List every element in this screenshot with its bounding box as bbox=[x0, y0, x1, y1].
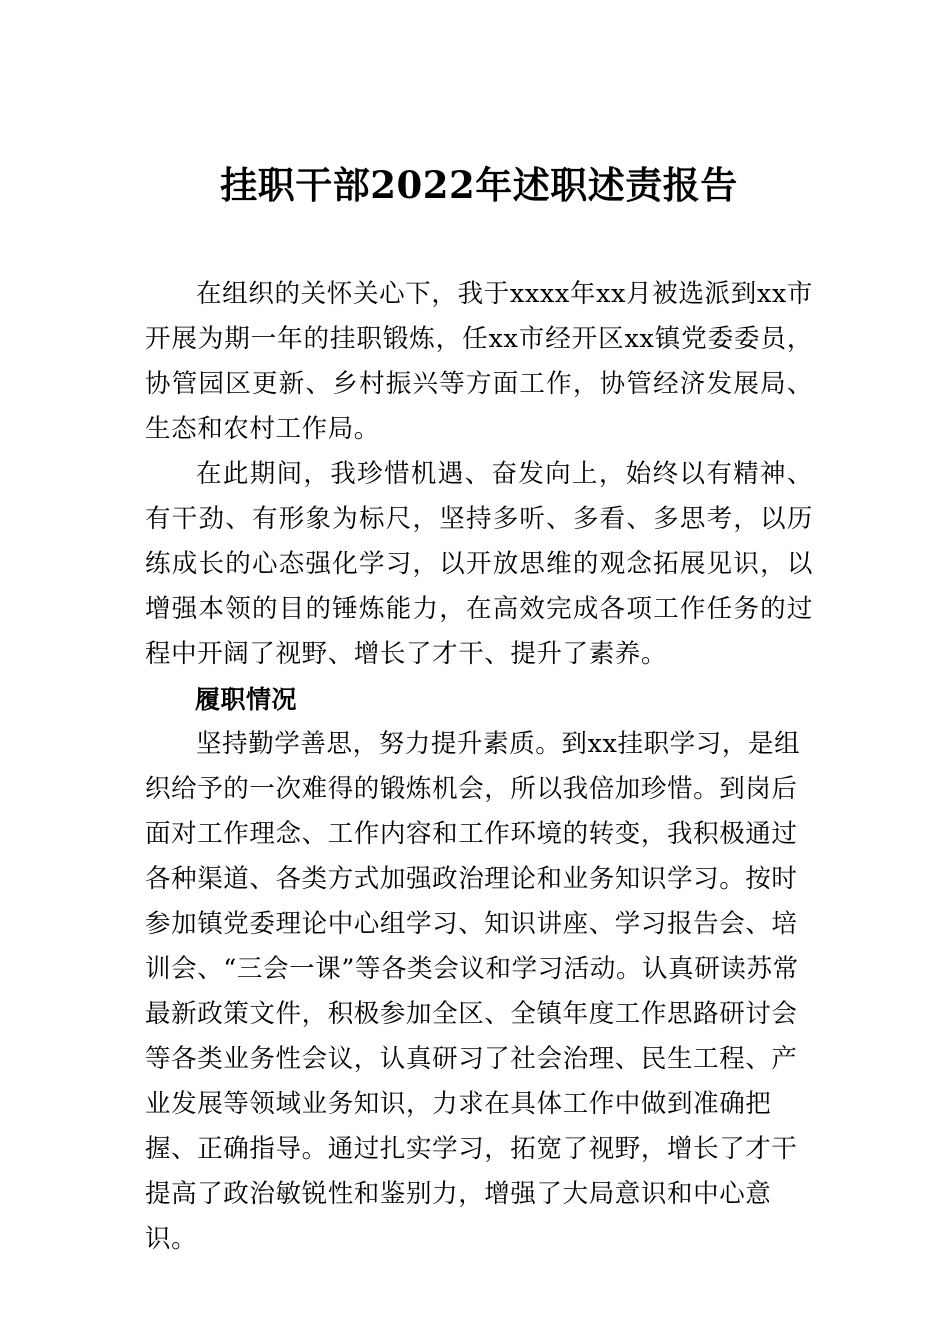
study-paragraph: 坚持勤学善思，努力提升素质。到xx挂职学习，是组织给予的一次难得的锻炼机会，所以我倍加珍惜。到岗后面对工作理念、工作内容和工作环境的转变，我积极通过各种渠道、各类方式加强政治理论和业务知识学习。按时参加镇党委理论中心组学习、知识讲座、学习报告会、培训会、“三会一课”等各类会议和学习活动。认真研读苏常最新政策文件，积极参加全区、全镇年度工作思路研讨会等各类业务性会议，认真研习了社会治理、民生工程、产业发展等领域业务知识，力求在具体工作中做到准确把握、正确指导。通过扎实学习，拓宽了视野，增长了才干提高了政治敏锐性和鉴别力，增强了大局意识和中心意识。 bbox=[145, 729, 801, 1254]
section-heading-duty-performance: 履职情况 bbox=[195, 685, 298, 714]
document-content bbox=[145, 272, 813, 1262]
attitude-paragraph: 在此期间，我珍惜机遇、奋发向上，始终以有精神、有干劲、有形象为标尺，坚持多听、多看、多思考，以历练成长的心态强化学习，以开放思维的观念拓展见识，以增强本领的目的锤炼能力，在高效完成各项工作任务的过程中开阔了视野、增长了才干、提升了素养。 bbox=[145, 459, 813, 669]
page-title: 挂职干部2022年述职述责报告 bbox=[220, 163, 738, 207]
intro-paragraph: 在组织的关怀关心下，我于xxxx年xx月被选派到xx市开展为期一年的挂职锻炼，任xx市经开区xx镇党委委员，协管园区更新、乡村振兴等方面工作，协管经济发展局、生态和农村工作局。 bbox=[145, 279, 813, 444]
